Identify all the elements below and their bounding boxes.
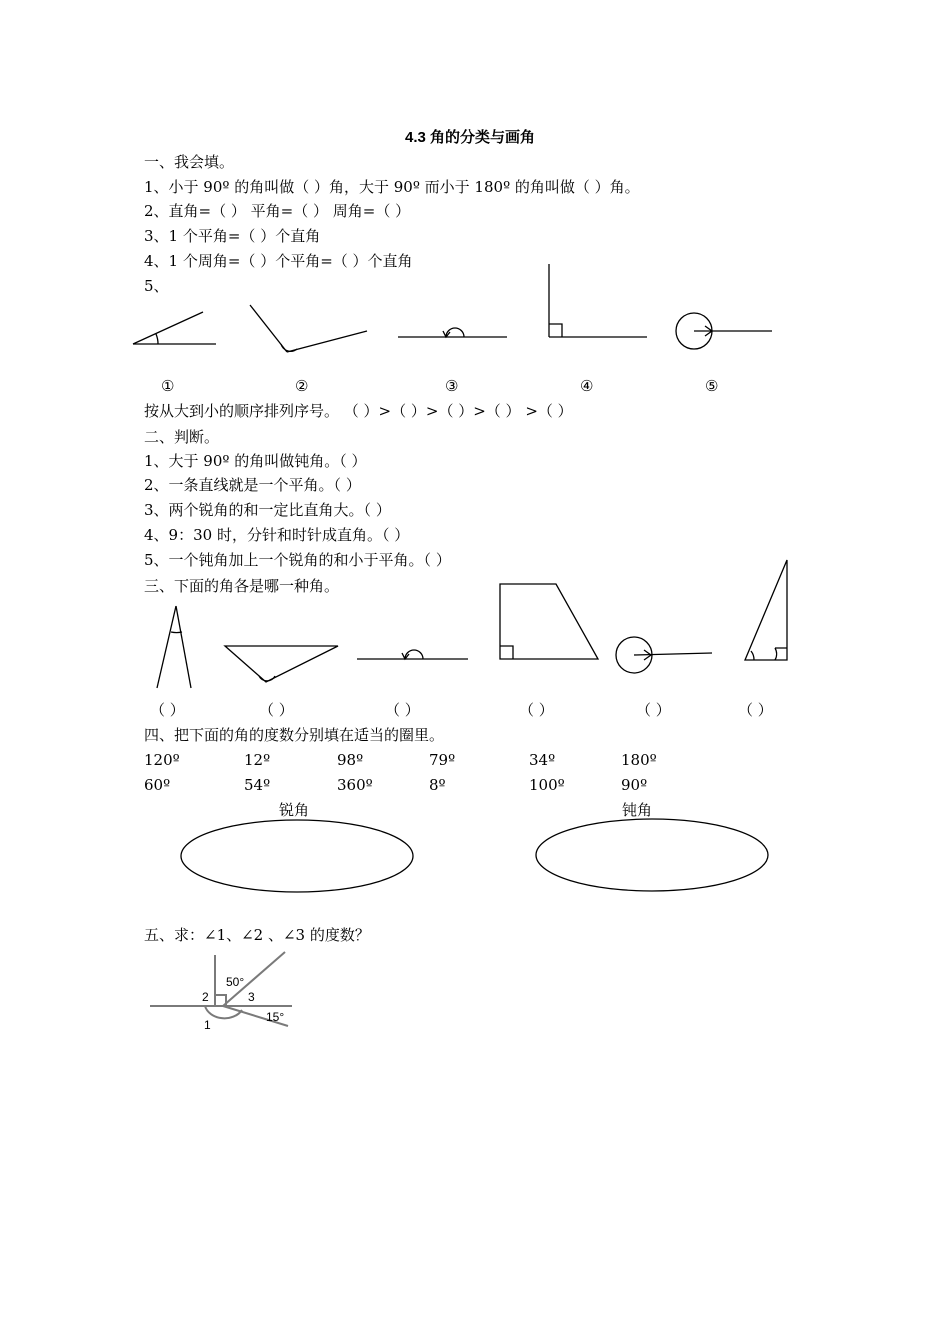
section1-q1: 1、小于 90º 的角叫做（ ）角，大于 90º 而小于 180º 的角叫做（ ）角。: [144, 178, 640, 196]
s5-label-1: 1: [204, 1018, 211, 1032]
degree-r1-3: 98º: [337, 751, 364, 769]
s5-label-2: 2: [202, 990, 209, 1004]
judge-item-4: 4、9：30 时，分针和时针成直角。（ ）: [144, 526, 410, 544]
section5-heading: 五、求：∠1、∠2 、∠3 的度数？: [144, 926, 370, 944]
shape-label-4: ④: [580, 377, 594, 395]
degree-r2-6: 90º: [621, 776, 648, 794]
section2-heading: 二、判断。: [144, 428, 220, 446]
section4-heading: 四、把下面的角的度数分别填在适当的圈里。: [144, 726, 445, 744]
shape-label-3: ③: [445, 377, 459, 395]
s3-blank-5: （ ）: [636, 701, 671, 719]
s3-blank-1: （ ）: [150, 701, 185, 719]
order-prompt: 按从大到小的顺序排列序号。 （ ）>（ ）>（ ）>（ ） >（ ）: [144, 402, 573, 420]
judge-item-3: 3、两个锐角的和一定比直角大。（ ）: [144, 501, 391, 519]
section1-q5: 5、: [144, 277, 169, 295]
section1-q2: 2、直角=（ ） 平角=（ ） 周角=（ ）: [144, 202, 411, 220]
degree-r2-2: 54º: [244, 776, 271, 794]
degree-r2-5: 100º: [529, 776, 565, 794]
degree-r1-6: 180º: [621, 751, 657, 769]
s5-label-15: 15°: [266, 1010, 285, 1024]
section1-heading: 一、我会填。: [144, 153, 235, 171]
s3-blank-4: （ ）: [519, 701, 554, 719]
s3-blank-3: （ ）: [385, 701, 420, 719]
judge-item-2: 2、一条直线就是一个平角。（ ）: [144, 476, 361, 494]
shape-label-1: ①: [161, 377, 175, 395]
obtuse-circle-label: 钝角: [622, 801, 653, 819]
degree-r2-3: 360º: [337, 776, 373, 794]
s3-blank-2: （ ）: [259, 701, 294, 719]
judge-item-5: 5、一个钝角加上一个锐角的和小于平角。（ ）: [144, 551, 451, 569]
degree-r1-2: 12º: [244, 751, 271, 769]
s5-label-3: 3: [248, 990, 255, 1004]
degree-r1-1: 120º: [144, 751, 180, 769]
section1-q4: 4、1 个周角=（ ）个平角=（ ）个直角: [144, 252, 413, 270]
page-title: 4.3 角的分类与画角: [405, 129, 536, 146]
degree-r1-4: 79º: [429, 751, 456, 769]
s3-blank-6: （ ）: [738, 701, 773, 719]
section1-q3: 3、1 个平角=（ ）个直角: [144, 227, 321, 245]
degree-r2-4: 8º: [429, 776, 446, 794]
shape-label-2: ②: [295, 377, 309, 395]
degree-r1-5: 34º: [529, 751, 556, 769]
acute-circle-label: 锐角: [279, 801, 310, 819]
judge-item-1: 1、大于 90º 的角叫做钝角。（ ）: [144, 452, 367, 470]
degree-r2-1: 60º: [144, 776, 171, 794]
section3-heading: 三、下面的角各是哪一种角。: [144, 577, 340, 595]
s5-label-50: 50°: [226, 975, 245, 989]
shape-label-5: ⑤: [705, 377, 719, 395]
